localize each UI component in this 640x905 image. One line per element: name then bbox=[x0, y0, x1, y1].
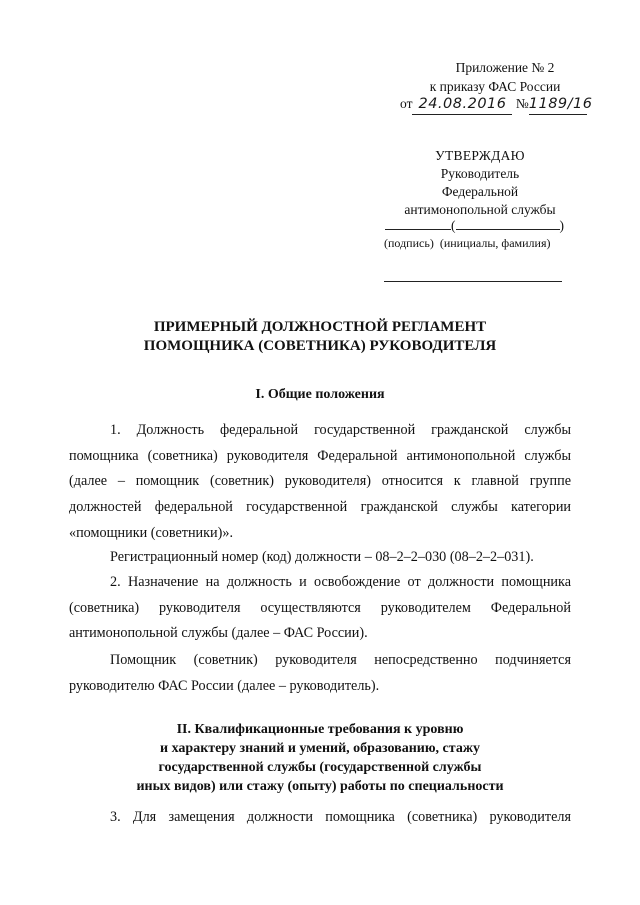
title-line-2: ПОМОЩНИКА (СОВЕТНИКА) РУКОВОДИТЕЛЯ bbox=[143, 338, 497, 354]
section-2-heading-line-2: и характеру знаний и умений, образованию, стажу bbox=[160, 741, 480, 756]
approval-heading: УТВЕРЖДАЮ bbox=[435, 148, 525, 163]
divider-line bbox=[384, 281, 562, 282]
paren-open: ( bbox=[451, 218, 456, 233]
number-prefix: № bbox=[515, 96, 529, 111]
section-2-heading bbox=[60, 720, 580, 796]
paren-close: ) bbox=[559, 218, 564, 233]
paragraph-5: 3. Для замещения должности помощника (советника) руководителя bbox=[110, 809, 571, 825]
caption-signature: (подпись) bbox=[384, 236, 434, 250]
paragraph-4: Помощник (советник) руководителя непосредственно подчиняется руководителю ФАС России (далее – руководитель). bbox=[69, 652, 571, 694]
date-prefix: от bbox=[400, 96, 413, 111]
section-1-heading: I. Общие положения bbox=[255, 387, 385, 402]
signature-captions bbox=[384, 234, 584, 253]
approval-line-2: Федеральной bbox=[441, 184, 519, 199]
approval-line-1: Руководитель bbox=[440, 166, 520, 181]
section-2-heading-line-3: государственной службы (государственной службы bbox=[158, 760, 482, 775]
handwritten-date: 24.08.2016 bbox=[412, 95, 512, 115]
paragraph-3: 2. Назначение на должность и освобождение от должности помощника (советника) руководителя осуществляются руководителем Федеральной антимонопольной службы (далее – ФАС России). bbox=[69, 574, 571, 642]
handwritten-number: 1189/16 bbox=[529, 95, 587, 115]
name-blank bbox=[456, 216, 560, 230]
document-title bbox=[60, 318, 580, 356]
appendix-date-number bbox=[400, 94, 600, 115]
title-line-1: ПРИМЕРНЫЙ ДОЛЖНОСТНОЙ РЕГЛАМЕНТ bbox=[153, 319, 487, 335]
caption-name: (инициалы, фамилия) bbox=[439, 236, 551, 250]
signature-blank bbox=[385, 216, 451, 230]
section-2-heading-line-1: II. Квалификационные требования к уровню bbox=[176, 722, 464, 737]
section-2-heading-line-4: иных видов) или стажу (опыту) работы по специальности bbox=[136, 779, 504, 794]
approval-line-3: антимонопольной службы bbox=[404, 202, 556, 217]
paragraph-2: Регистрационный номер (код) должности – 08–2–2–030 (08–2–2–031). bbox=[110, 549, 534, 565]
appendix-label: Приложение № 2 bbox=[455, 60, 555, 75]
appendix-order-ref: к приказу ФАС России bbox=[429, 79, 561, 94]
signature-line bbox=[385, 216, 575, 235]
paragraph-1: 1. Должность федеральной государственной гражданской службы помощника (советника) руководителя Федеральной антимонопольной службы (далее – помощник (советник) руководителя) относится к главной группе должностей федеральной государственной гражданской службы категории «помощники (советники)». bbox=[69, 422, 571, 541]
